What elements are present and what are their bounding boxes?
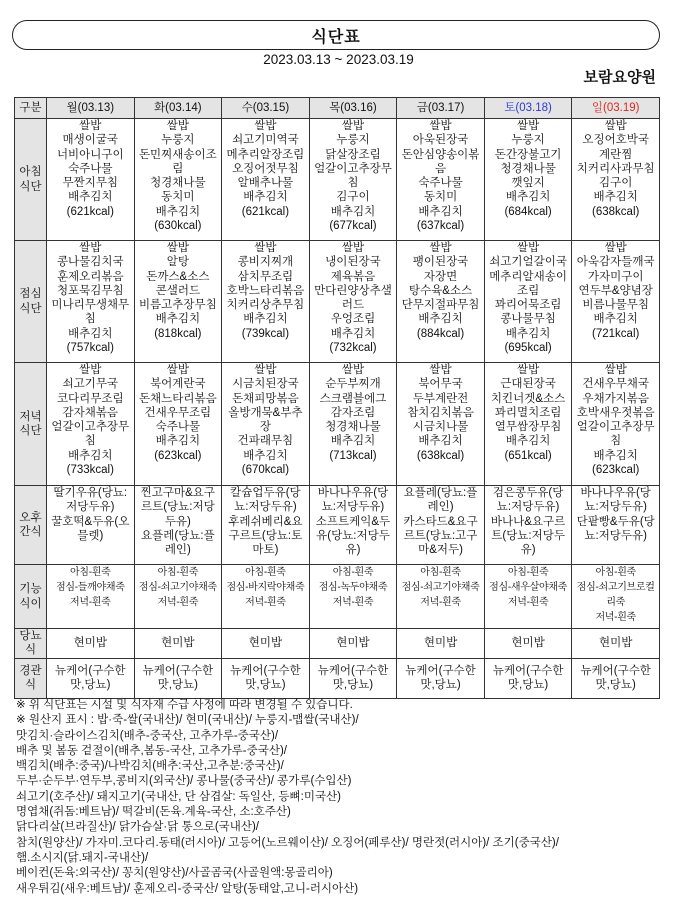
menu-item: 돈채피망볶음 [232,392,299,405]
menu-item: 메추리알새송이조림 [489,270,567,297]
menu-item: 점심-쇠고기야채죽 [401,582,480,593]
menu-item: 쌀밥 [604,242,627,254]
menu-item: 쌀밥 [516,120,540,132]
menu-item: 시금치나물 [412,421,469,434]
menu-item: 아침-흰죽 [157,567,199,578]
cell-breakfast-sun [572,119,660,241]
day-header-sun: 일(03.19) [572,98,660,119]
menu-item: 누룽지 [336,134,370,147]
menu-item: (638kcal) [592,205,640,218]
menu-item: 배추김치 [243,191,288,204]
menu-item: 콩비지찌개 [237,256,294,269]
menu-item: (739kcal) [241,327,290,340]
menu-item: 쌀밥 [516,242,540,254]
cell-breakfast-fri [397,119,485,241]
menu-item: 아욱감자들깨국 [576,256,655,269]
menu-item: (757kcal) [66,342,114,355]
cell-diabetic-diet-thu [309,629,397,659]
menu-item: 탕수육&소스 [408,284,473,297]
organization-name: 보람요양원 [583,69,656,86]
menu-item: 쌀밥 [516,364,540,376]
menu-item: 비름고추장무침 [138,299,217,312]
menu-item: 자장면 [423,270,458,283]
menu-item: 꽈리멸치조림 [494,406,562,419]
menu-item: 콩나물김치국 [56,256,124,269]
note-line: ※ 위 식단표는 시설 및 식자재 수급 사정에 따라 변경될 수 있습니다. [16,699,353,711]
cell-tube-feeding-sun [572,658,660,698]
menu-item: (630kcal) [154,220,202,233]
menu-item: (695kcal) [504,342,552,355]
cell-afternoon-snack-fri [397,486,485,565]
note-line: 베이컨(돈육:외국산)/ 꽁치(원양산)/사골곰국(사골원액:몽골리아) [16,867,333,880]
menu-item: 단팥빵&두유(당뇨:저당두유) [576,515,655,542]
menu-item: 딸기우유(당뇨:저당두유) [53,487,128,514]
cell-tube-feeding-tue [134,658,222,698]
menu-item: 감자채볶음 [62,406,119,419]
menu-item: 건새우무조림 [144,406,212,419]
menu-item: 아침-흰죽 [595,567,636,578]
menu-item: (733kcal) [66,464,114,477]
note-line: 배추 및 봄동 겉절이(배추,봄동-국산, 고추가루-중국산)/ [16,744,287,757]
row-diabetic-diet [15,629,660,659]
note-line: 명엽채(쥐돔:베트남)/ 떡갈비(돈육.계육-국산, 소:호주산) [16,806,291,819]
cell-afternoon-snack-sun [572,486,660,565]
menu-item: (621kcal) [241,205,290,218]
menu-item: 쌀밥 [79,364,102,376]
menu-item: 만다린양상추샐러드 [314,284,392,312]
menu-item: 아침-흰죽 [507,567,549,578]
cell-afternoon-snack-thu [309,486,397,565]
menu-item: 코다리무조림 [56,392,124,405]
menu-item: 저녁-흰죽 [507,597,549,608]
menu-item: 현미밥 [423,637,458,650]
cell-tube-feeding-thu [309,658,397,698]
menu-item: 얼갈이고추장무침 [314,162,392,190]
cell-breakfast-sat [484,119,572,241]
row-label-therapeutic-diet: 기능식이 [15,565,47,629]
note-line: 닭다리살(브라질산)/ 닭가슴살·닭 통으로(국내산)/ [16,821,259,834]
menu-item: 뉴케어(구수한맛,당뇨) [317,664,389,692]
menu-item: 누룽지 [511,134,545,147]
menu-item: (818kcal) [154,327,202,340]
menu-item: 요플레(당뇨:플레인) [403,487,478,514]
menu-item: 돈까스&소스 [146,270,210,283]
menu-item: 점심-들깨야채죽 [56,582,125,593]
menu-item: 배추김치 [505,327,551,340]
menu-item: (637kcal) [416,220,465,233]
menu-item: 치킨너겟&소스 [490,392,566,405]
menu-item: 배추김치 [155,313,201,326]
menu-item: 삼치무조림 [237,270,294,283]
menu-item: 순두부찌개 [325,378,381,391]
menu-item: 미나리무생채무침 [51,299,130,326]
menu-item: 찐고구마&요구르트(당뇨:저당두유) [140,487,215,528]
menu-item: 배추김치 [418,313,463,326]
menu-item: 콩나물무침 [500,313,556,326]
cell-afternoon-snack-mon [47,486,135,565]
cell-dinner-mon [47,363,135,486]
menu-item: 쌀밥 [341,364,365,376]
menu-item: 호박새우젓볶음 [576,406,655,419]
note-line: 햄.소시지(닭.돼지-국내산)/ [16,851,149,864]
menu-item: 오징어젓무침 [232,162,299,175]
menu-item: 배추김치 [155,205,201,218]
row-therapeutic-diet [15,565,660,629]
menu-item: 돈민찌새송이조림 [138,148,217,175]
menu-item: 뉴케어(구수한맛,당뇨) [405,664,476,692]
note-line: 참치(원양산)/ 가자미.코다리.동태(러시아)/ 고등어(노르웨이산)/ 오징어(페루산)/ 명란젓(러시아)/ 조기(중국산)/ [16,836,559,849]
menu-item: 쌀밥 [604,364,627,376]
menu-item: 쇠고기미역국 [232,134,299,147]
menu-item: 꽈리어묵조림 [494,299,562,312]
menu-item: (684kcal) [504,205,552,218]
menu-item: 뉴케어(구수한맛,당뇨) [230,664,301,692]
menu-item: 저녁-흰죽 [157,597,199,608]
cell-diabetic-diet-fri [397,629,485,659]
menu-item: 돈채느타리볶음 [138,392,217,405]
row-lunch [15,241,660,363]
cell-tube-feeding-wed [222,658,310,698]
menu-item: 배추김치 [243,449,288,462]
menu-item: 제육볶음 [330,270,376,283]
menu-item: (884kcal) [416,327,465,340]
menu-item: 근대된장국 [500,378,556,391]
menu-item: 청경채나물 [325,421,381,434]
title-box [12,20,660,50]
menu-item: 훈제오리볶음 [56,270,124,283]
cell-dinner-tue [134,363,222,486]
menu-item: 배추김치 [593,449,638,462]
note-line: 새우튀김(새우:베트남)/ 훈제오리-중국산/ 알탕(동태알,고니-러시아산) [16,882,359,895]
cell-diabetic-diet-mon [47,629,135,659]
menu-item: 무짠지무침 [62,177,119,190]
cell-dinner-fri [397,363,485,486]
corner-label: 구분 [15,98,47,119]
menu-item: 쇠고기무국 [62,378,119,391]
menu-item: 냉이된장국 [325,256,381,269]
menu-item: 배추김치 [243,313,288,326]
day-header-wed: 수(03.15) [222,98,310,119]
menu-item: 아욱된장국 [412,134,469,147]
note-line: 맛김치·슬라이스김치(배추-중국산, 고추가루-중국산)/ [16,729,279,742]
cell-therapeutic-diet-sat [484,565,572,629]
menu-item: 숙주나물 [418,177,463,190]
menu-item: 쌀밥 [254,120,277,132]
menu-item: 건새우무채국 [582,378,650,391]
menu-item: 올방개묵&부추장 [228,406,303,434]
cell-lunch-mon [47,241,135,363]
menu-item: 메추리알장조림 [226,148,305,161]
day-header-fri: 금(03.17) [397,98,485,119]
menu-item: 배추김치 [330,435,376,448]
row-label-diabetic-diet: 당뇨식 [15,629,47,659]
menu-item: (721kcal) [592,327,640,340]
cell-therapeutic-diet-fri [397,565,485,629]
menu-item: (621kcal) [66,205,114,218]
menu-item: 점심-새우살야채죽 [489,582,568,593]
menu-item: 바나나우유(당뇨:저당두유) [317,487,389,514]
menu-item: 얼갈이고추장무침 [51,421,130,448]
menu-item: 너비아니구이 [56,148,124,161]
menu-item: 현미밥 [73,637,107,650]
menu-table [14,97,660,699]
menu-table-header-row [15,98,660,119]
menu-item: 쌀밥 [429,242,452,254]
menu-item: 바나나우유(당뇨:저당두유) [580,487,651,514]
menu-item: 우엉조림 [330,313,376,326]
date-range: 2023.03.13 ~ 2023.03.19 [263,52,414,67]
cell-therapeutic-diet-tue [134,565,222,629]
cell-breakfast-wed [222,119,310,241]
menu-item: 소프트케익&두유(당뇨:저당두유) [315,515,391,557]
menu-item: 현미밥 [248,637,283,650]
menu-item: 콘샐러드 [155,284,201,297]
row-tube-feeding [15,658,660,698]
cell-breakfast-thu [309,119,397,241]
menu-item: 감자조림 [330,406,376,419]
menu-item: 점심-바지락야채죽 [226,582,305,593]
cell-lunch-fri [397,241,485,363]
menu-item: 꿀호떡&두유(오믈렛) [51,515,130,542]
menu-item: 숙주나물 [155,421,201,434]
menu-item: 건파래무침 [237,435,294,448]
menu-item: 시금치된장국 [232,378,299,391]
cell-lunch-sun [572,241,660,363]
menu-item: 뉴케어(구수한맛,당뇨) [142,664,214,692]
menu-item: 치커리상추무침 [226,299,305,312]
menu-item: 얼갈이고추장무침 [576,421,655,448]
note-line: 백김치(배추:중국)/나박김치(배추:국산,고추분:중국산)/ [16,760,284,773]
day-header-mon: 월(03.13) [47,98,135,119]
cell-diabetic-diet-tue [134,629,222,659]
menu-item: 돈안심양송이볶음 [401,148,480,175]
menu-item: 저녁-흰죽 [595,612,636,623]
cell-diabetic-diet-wed [222,629,310,659]
row-label-afternoon-snack: 오후간식 [15,486,47,565]
menu-item: 북어계란국 [150,378,206,391]
cell-tube-feeding-fri [397,658,485,698]
row-label-lunch: 점심식단 [15,241,47,363]
menu-item: 청경채나물 [500,162,556,175]
menu-item: 쌀밥 [604,120,627,132]
menu-item: 닭살장조림 [325,148,381,161]
menu-item: 현미밥 [599,637,633,650]
menu-item: 배추김치 [505,435,551,448]
menu-item: 호박느타리볶음 [226,284,305,297]
menu-item: 쌀밥 [429,364,452,376]
menu-item: 쇠고기얼갈이국 [489,256,567,269]
menu-item: 돈간장불고기 [494,148,562,161]
row-label-breakfast: 아침식단 [15,119,47,241]
menu-table-head [15,98,660,119]
row-label-tube-feeding: 경관식 [15,658,47,698]
menu-item: 저녁-흰죽 [420,597,461,608]
cell-tube-feeding-mon [47,658,135,698]
menu-item: 동치미 [423,191,458,204]
cell-therapeutic-diet-wed [222,565,310,629]
menu-item: 쌀밥 [166,364,189,376]
menu-item: 쌀밥 [341,242,365,254]
menu-item: 점심-쇠고기브로컬리죽 [576,582,655,608]
menu-item: 쌀밥 [254,364,277,376]
menu-item: 배추김치 [68,449,113,462]
menu-item: 우채가지볶음 [582,392,650,405]
cell-afternoon-snack-tue [134,486,222,565]
menu-item: 배추김치 [505,191,551,204]
menu-item: (677kcal) [329,220,377,233]
menu-item: 참치김치볶음 [407,406,474,419]
menu-item: 청포묵김무침 [56,284,124,297]
row-breakfast [15,119,660,241]
menu-item: 알탕 [166,256,189,269]
note-line: ※ 원산지 표시 : 밥·죽-쌀(국내산)/ 현미(국내산)/ 누룽지-맵쌀(국내산)/ [16,714,359,727]
menu-item: 뉴케어(구수한맛,당뇨) [492,664,564,692]
menu-item: 현미밥 [511,637,545,650]
cell-therapeutic-diet-thu [309,565,397,629]
menu-item: 카스타드&요구르트(당뇨:고구마&저두) [403,515,478,557]
row-label-dinner: 저녁식단 [15,363,47,486]
menu-item: 계란찜 [599,148,633,161]
cell-dinner-sun [572,363,660,486]
menu-item: 매생이굴국 [62,134,119,147]
menu-table-body [15,119,660,699]
menu-item: 쌀밥 [166,242,189,254]
menu-item: (638kcal) [416,449,465,462]
menu-item: 쌀밥 [254,242,277,254]
cell-dinner-wed [222,363,310,486]
cell-lunch-tue [134,241,222,363]
menu-item: 쌀밥 [79,120,102,132]
menu-item: 청경채나물 [150,177,206,190]
menu-item: 검은콩두유(당뇨:저당두유) [492,487,564,514]
menu-item: 아침-흰죽 [245,567,286,578]
menu-item: 점심-쇠고기야채죽 [138,582,217,593]
menu-item: (623kcal) [154,449,202,462]
menu-item: 두부계란전 [412,392,469,405]
menu-item: 북어무국 [418,378,463,391]
cell-therapeutic-diet-mon [47,565,135,629]
menu-item: 배추김치 [330,327,376,340]
menu-item: 바나나&요구르트(당뇨:저당두유) [490,515,566,557]
menu-item: 깻잎지 [511,177,545,190]
menu-item: 가자미구이 [587,270,644,283]
menu-item: 김구이 [599,177,633,190]
cell-therapeutic-diet-sun [572,565,660,629]
menu-item: 배추김치 [68,191,113,204]
cell-afternoon-snack-sat [484,486,572,565]
cell-dinner-sat [484,363,572,486]
menu-item: 배추김치 [593,191,638,204]
cell-lunch-sat [484,241,572,363]
menu-item: (713kcal) [329,449,377,462]
menu-item: (670kcal) [241,464,290,477]
menu-item: 뉴케어(구수한맛,당뇨) [580,664,651,692]
menu-item: 열무쌈장무침 [494,421,562,434]
page-title: 식단표 [311,28,361,46]
menu-item: 팽이된장국 [412,256,469,269]
row-dinner [15,363,660,486]
cell-diabetic-diet-sat [484,629,572,659]
menu-item: 배추김치 [418,435,463,448]
menu-item: 칼슘업두유(당뇨:저당두유) [230,487,301,514]
menu-item: 단무지절파무침 [401,299,480,312]
menu-item: 연두부&양념장 [578,284,653,297]
cell-dinner-thu [309,363,397,486]
menu-item: 아침-흰죽 [70,567,111,578]
row-afternoon-snack [15,486,660,565]
cell-lunch-wed [222,241,310,363]
menu-item: 배추김치 [593,313,638,326]
menu-item: 동치미 [161,191,195,204]
menu-item: 배추김치 [68,327,113,340]
menu-item: 알배추나물 [237,177,294,190]
menu-item: 쌀밥 [79,242,102,254]
cell-lunch-thu [309,241,397,363]
menu-item: 요플레(당뇨:플레인) [141,529,215,557]
menu-item: 스크램블에그 [319,392,387,405]
menu-item: 저녁-흰죽 [332,597,374,608]
cell-tube-feeding-sat [484,658,572,698]
menu-item: 비름나물무침 [582,299,650,312]
menu-item: 현미밥 [336,637,370,650]
day-header-sat: 토(03.18) [484,98,572,119]
menu-item: (651kcal) [504,449,552,462]
day-header-thu: 목(03.16) [309,98,397,119]
menu-item: 치커리사과무침 [576,162,655,175]
menu-item: 후레쉬베리&요구르트(당뇨:토마토) [228,515,303,557]
menu-item: 배추김치 [418,205,463,218]
note-line: 두부·순두부·연두부,콩비지(외국산)/ 콩나물(중국산)/ 콩가루(수입산) [16,775,352,788]
menu-item: 김구이 [336,191,370,204]
menu-item: 배추김치 [330,205,376,218]
menu-item: 쌀밥 [166,120,189,132]
menu-item: (732kcal) [329,342,377,355]
menu-item: 쌀밥 [429,120,452,132]
cell-breakfast-tue [134,119,222,241]
menu-item: 점심-녹두야채죽 [318,582,388,593]
menu-item: 오징어호박국 [582,134,650,147]
menu-item: 아침-흰죽 [420,567,461,578]
cell-afternoon-snack-wed [222,486,310,565]
menu-item: 누룽지 [161,134,195,147]
cell-diabetic-diet-sun [572,629,660,659]
menu-item: 쌀밥 [341,120,365,132]
menu-item: 현미밥 [161,637,195,650]
cell-breakfast-mon [47,119,135,241]
day-header-tue: 화(03.14) [134,98,222,119]
menu-item: 배추김치 [155,435,201,448]
menu-item: 저녁-흰죽 [70,597,111,608]
note-line: 쇠고기(호주산)/ 돼지고기(국내산, 단 삼겹살: 독일산, 등뼈:미국산) [16,790,341,803]
menu-item: 숙주나물 [68,162,113,175]
notes [16,698,666,902]
menu-item: 뉴케어(구수한맛,당뇨) [55,664,126,692]
menu-item: (623kcal) [592,464,640,477]
menu-item: 저녁-흰죽 [245,597,286,608]
menu-item: 아침-흰죽 [332,567,374,578]
